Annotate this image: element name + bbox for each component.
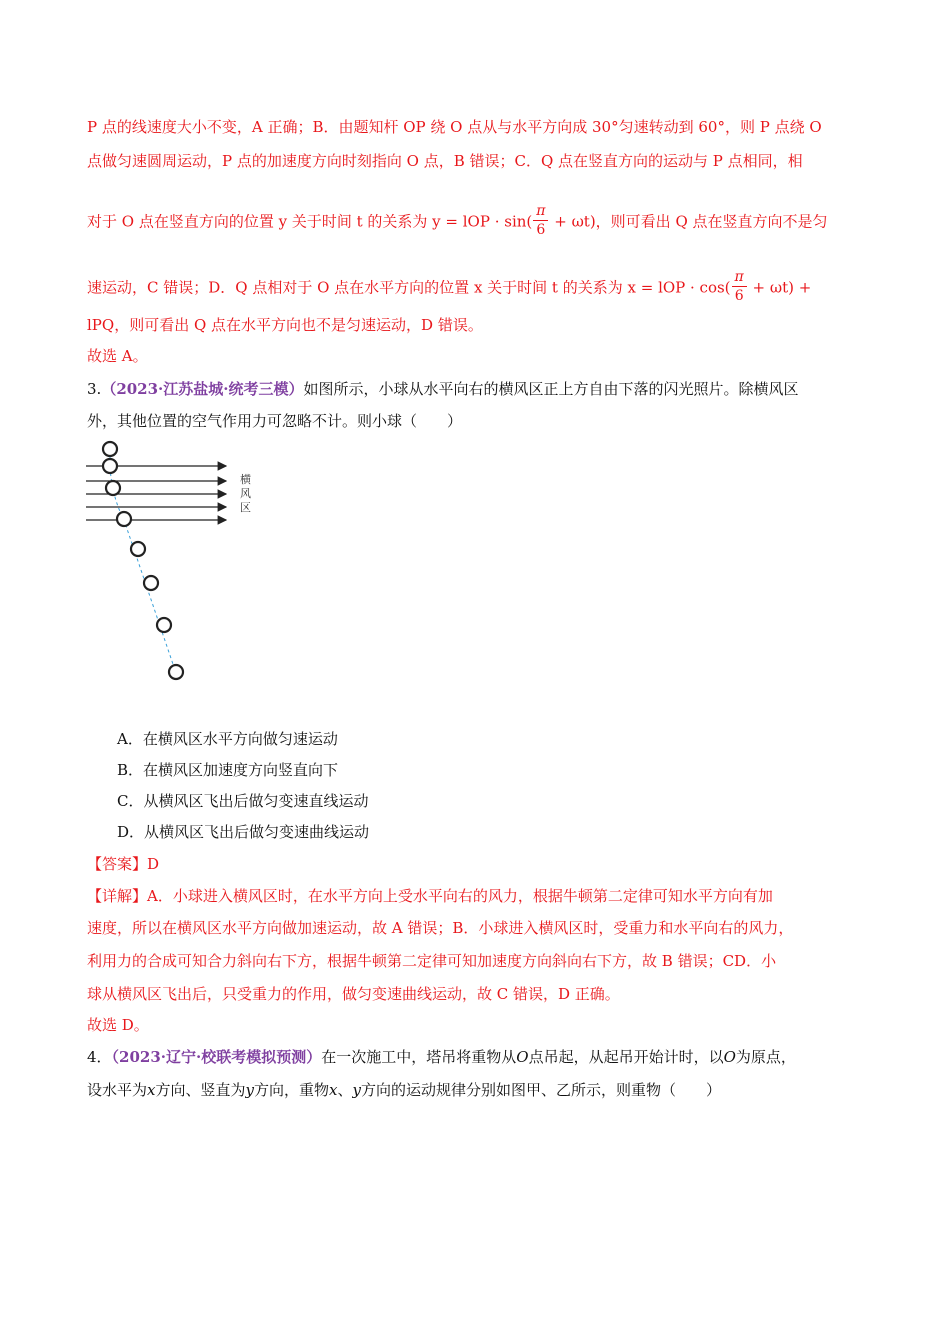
question-3-stem-line-2: 外，其他位置的空气作用力可忽略不计。则小球（ ） <box>87 412 463 430</box>
solution-line-4 <box>87 270 811 307</box>
answer-value: D <box>147 855 160 873</box>
fraction-numerator: π <box>533 202 548 221</box>
question-stem: 为原点， <box>735 1048 796 1066</box>
detail-choose: 故选 D。 <box>87 1016 149 1034</box>
fraction-denominator: 6 <box>734 288 744 304</box>
option-d: D．从横风区飞出后做匀变速曲线运动 <box>117 823 370 841</box>
fraction-numerator: π <box>732 268 747 287</box>
option-c: C．从横风区飞出后做匀变速直线运动 <box>117 792 369 810</box>
question-stem: 方向，重物 <box>253 1081 329 1099</box>
question-stem: 方向、竖直为 <box>155 1081 246 1099</box>
solution-line-3-b: + ωt)，则可看出 Q 点在竖直方向不是匀 <box>549 212 828 231</box>
question-stem: 设水平为 <box>87 1081 148 1099</box>
ball <box>103 459 117 473</box>
solution-line-3-a: 对于 O 点在竖直方向的位置 y 关于时间 t 的关系为 y = lOP · sin( <box>87 212 533 231</box>
solution-line-2: 点做匀速圆周运动，P 点的加速度方向时刻指向 O 点，B 错误；C．Q 点在竖直方向的运动与 P 点相同，相 <box>87 152 803 170</box>
option-b: B．在横风区加速度方向竖直向下 <box>117 761 339 779</box>
question-4-stem-line-2 <box>87 1080 721 1100</box>
var-o: O <box>723 1048 736 1066</box>
fraction-pi-over-6 <box>533 202 548 239</box>
ball <box>106 481 120 495</box>
ball <box>157 618 171 632</box>
question-number: 3. <box>87 380 102 398</box>
question-source: （2023·江苏盐城·统考三模） <box>101 380 304 398</box>
detail-line-1 <box>87 886 773 906</box>
figure-label-char: 风 <box>240 487 251 500</box>
ball-positions <box>103 442 183 679</box>
answer-tag: 【答案】 <box>87 855 148 873</box>
var-y: y <box>245 1081 254 1099</box>
question-stem: 如图所示，小球从水平向右的横风区正上方自由下落的闪光照片。除横风区 <box>303 380 799 398</box>
solution-line-4-a: 速运动，C 错误；D．Q 点相对于 O 点在水平方向的位置 x 关于时间 t 的关系为 x = lOP · cos( <box>87 278 731 297</box>
figure-label-char: 区 <box>240 501 251 514</box>
solution-line-3 <box>87 204 828 241</box>
trajectory-dashed-line <box>110 449 176 673</box>
question-4-stem-line-1 <box>87 1047 796 1067</box>
question-stem: 在一次施工中，塔吊将重物从 <box>321 1048 517 1066</box>
var-x: x <box>329 1081 338 1099</box>
question-stem: 方向的运动规律分别如图甲、乙所示，则重物（ ） <box>360 1081 721 1099</box>
var-o: O <box>516 1048 529 1066</box>
option-a: A．在横风区水平方向做匀速运动 <box>117 730 338 748</box>
question-number: 4． <box>87 1048 112 1066</box>
solution-line-1: P 点的线速度大小不变，A 正确；B．由题知杆 OP 绕 O 点从与水平方向成 30°匀速转动到 60°，则 P 点绕 O <box>87 118 822 136</box>
ball <box>144 576 158 590</box>
answer-line <box>87 854 159 874</box>
detail-text: A．小球进入横风区时，在水平方向上受水平向右的风力，根据牛顿第二定律可知水平方向有加 <box>147 887 773 905</box>
solution-choose: 故选 A。 <box>87 347 148 365</box>
ball <box>131 542 145 556</box>
var-x: x <box>147 1081 156 1099</box>
detail-line-3: 利用力的合成可知合力斜向右下方，根据牛顿第二定律可知加速度方向斜向右下方，故 B 错误；CD．小 <box>87 952 777 970</box>
question-stem: 、 <box>337 1081 353 1099</box>
ball <box>103 442 117 456</box>
question-3-stem-line-1 <box>87 379 799 399</box>
crosswind-figure <box>80 437 270 692</box>
figure-label-char: 横 <box>240 473 251 486</box>
ball <box>117 512 131 526</box>
solution-line-5: lPQ，则可看出 Q 点在水平方向也不是匀速运动，D 错误。 <box>87 316 483 334</box>
detail-line-2: 速度，所以在横风区水平方向做加速运动，故 A 错误；B．小球进入横风区时，受重力和水平向右的风力， <box>87 919 794 937</box>
fraction-pi-over-6 <box>732 268 747 305</box>
solution-line-4-b: + ωt) + <box>747 278 812 297</box>
fraction-denominator: 6 <box>536 222 546 238</box>
detail-line-4: 球从横风区飞出后，只受重力的作用，做匀变速曲线运动，故 C 错误，D 正确。 <box>87 985 620 1003</box>
detail-tag: 【详解】 <box>87 887 148 905</box>
question-stem: 点吊起，从起吊开始计时，以 <box>528 1048 724 1066</box>
ball <box>169 665 183 679</box>
var-y: y <box>352 1081 361 1099</box>
question-source: （2023·辽宁·校联考模拟预测） <box>111 1048 322 1066</box>
